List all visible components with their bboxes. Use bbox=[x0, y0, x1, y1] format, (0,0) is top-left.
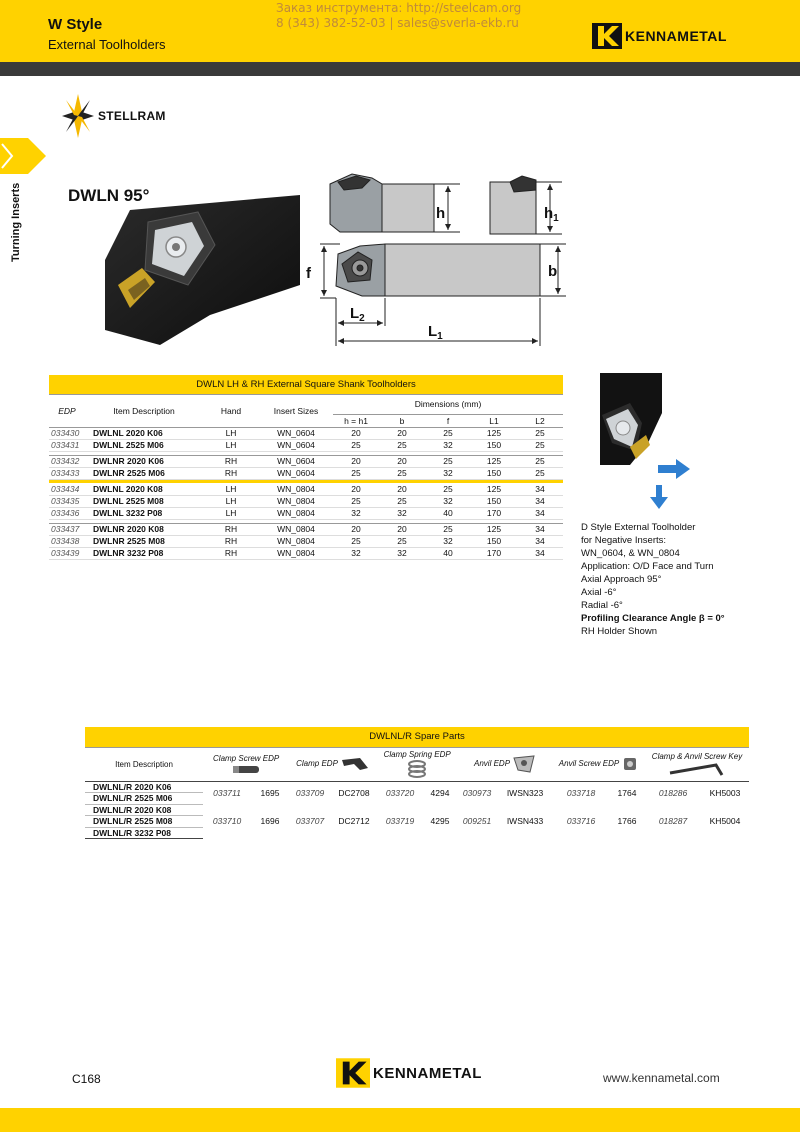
table-cell: 150 bbox=[471, 535, 517, 547]
table-cell: 34 bbox=[517, 535, 563, 547]
spare-cell: 033710 bbox=[212, 816, 242, 827]
info-profiling-angle: Profiling Clearance Angle β = 0° bbox=[581, 613, 725, 624]
spare-cell: IWSN323 bbox=[506, 787, 544, 798]
info-line: RH Holder Shown bbox=[581, 626, 658, 637]
table-cell: 32 bbox=[379, 507, 425, 519]
table-cell: 20 bbox=[333, 483, 379, 495]
table-cell: 125 bbox=[471, 427, 517, 439]
info-line: Application: O/D Face and Turn bbox=[581, 561, 714, 572]
table-cell: WN_0604 bbox=[259, 455, 333, 467]
table-cell: 32 bbox=[425, 439, 471, 451]
spare-item: DWLNL/R 2020 K08 bbox=[85, 804, 203, 816]
order-contact bbox=[276, 1, 521, 31]
table-cell: RH bbox=[203, 455, 259, 467]
table-cell: DWLNL 2020 K08 bbox=[85, 483, 203, 495]
spare-cell: IWSN433 bbox=[506, 816, 544, 827]
table-cell: LH bbox=[203, 483, 259, 495]
table-cell: 20 bbox=[333, 427, 379, 439]
table-cell: LH bbox=[203, 439, 259, 451]
table-row bbox=[49, 495, 563, 507]
toolholder-info bbox=[581, 521, 725, 638]
arrow-down-icon bbox=[650, 485, 668, 509]
spare-col-anvil-screw: Anvil Screw EDP bbox=[553, 747, 645, 781]
table-cell: DWLNR 2525 M06 bbox=[85, 467, 203, 479]
table-cell: 25 bbox=[379, 467, 425, 479]
spare-cell: KH5003 bbox=[709, 787, 741, 798]
clamp-screw-icon bbox=[231, 763, 261, 775]
spare-cell: 033719 bbox=[385, 816, 415, 827]
table-cell: WN_0604 bbox=[259, 427, 333, 439]
table-cell: 033432 bbox=[49, 455, 85, 467]
header-stripe bbox=[0, 62, 800, 76]
table-cell: 033435 bbox=[49, 495, 85, 507]
stellram-star-icon bbox=[60, 92, 96, 140]
spare-cell: 030973 bbox=[462, 787, 492, 798]
spare-cell: DC2708 bbox=[338, 787, 370, 798]
table-cell: 033431 bbox=[49, 439, 85, 451]
spare-cell: 4294 bbox=[430, 787, 450, 798]
table-cell: 150 bbox=[471, 467, 517, 479]
spare-col-clamp-spring: Clamp Spring EDP bbox=[377, 747, 457, 781]
table-cell: DWLNL 2525 M06 bbox=[85, 439, 203, 451]
dim-label-f: f bbox=[306, 265, 311, 282]
table-cell: WN_0804 bbox=[259, 535, 333, 547]
spare-item: DWLNL/R 2525 M08 bbox=[85, 816, 203, 828]
spare-parts-table bbox=[85, 727, 749, 839]
spare-cell: 1766 bbox=[617, 816, 637, 827]
table-cell: WN_0604 bbox=[259, 439, 333, 451]
kennametal-k-icon bbox=[336, 1058, 370, 1088]
col-header-dims: Dimensions (mm) bbox=[333, 394, 563, 414]
table-cell: 033437 bbox=[49, 523, 85, 535]
stellram-name: STELLRAM bbox=[98, 109, 166, 123]
table-cell: LH bbox=[203, 427, 259, 439]
dim-label-L1: $L_1$ bbox=[428, 323, 443, 342]
spare-cell: 033718 bbox=[566, 787, 596, 798]
table-cell: 40 bbox=[425, 507, 471, 519]
spare-cell: 033716 bbox=[566, 816, 596, 827]
table-cell: 34 bbox=[517, 483, 563, 495]
product-title: DWLN 95° bbox=[68, 186, 150, 205]
dim-label-L2: $L_2$ bbox=[350, 305, 365, 324]
table-cell: WN_0604 bbox=[259, 467, 333, 479]
hex-key-icon bbox=[668, 761, 726, 777]
toolholder-photo bbox=[100, 190, 300, 350]
table-cell: 25 bbox=[517, 455, 563, 467]
table-cell: 32 bbox=[425, 535, 471, 547]
spare-cell: KH5004 bbox=[709, 816, 741, 827]
spare-table-caption: DWLNL/R Spare Parts bbox=[85, 727, 749, 747]
brand-name: KENNAMETAL bbox=[625, 28, 727, 44]
spare-item: DWLNL/R 2525 M06 bbox=[85, 793, 203, 805]
table-row bbox=[49, 507, 563, 519]
spare-cell: 1696 bbox=[260, 816, 280, 827]
stellram-logo bbox=[60, 92, 166, 140]
toolholder-table-caption: DWLN LH & RH External Square Shank Toolholders bbox=[49, 375, 563, 394]
table-cell: 20 bbox=[333, 523, 379, 535]
dim-header: L1 bbox=[471, 414, 517, 427]
dim-label-h: h bbox=[436, 205, 446, 222]
footer-kennametal-logo bbox=[336, 1058, 482, 1088]
spare-item: DWLNL/R 2020 K06 bbox=[85, 781, 203, 793]
table-cell: 20 bbox=[379, 523, 425, 535]
spare-col-anvil: Anvil EDP bbox=[457, 747, 553, 781]
footer-brand-name: KENNAMETAL bbox=[373, 1064, 482, 1082]
spare-cell: DC2712 bbox=[338, 816, 370, 827]
table-cell: 150 bbox=[471, 439, 517, 451]
table-cell: DWLNR 2525 M08 bbox=[85, 535, 203, 547]
page-title: W Style bbox=[48, 16, 103, 33]
section-tab-arrow-icon bbox=[0, 138, 46, 174]
table-cell: 32 bbox=[379, 547, 425, 559]
order-phone-email[interactable]: 8 (343) 382-52-03 | sales@sverla-ekb.ru bbox=[276, 16, 519, 30]
table-cell: 033433 bbox=[49, 467, 85, 479]
table-cell: 25 bbox=[333, 495, 379, 507]
table-cell: 25 bbox=[333, 439, 379, 451]
dim-label-b: b bbox=[548, 263, 558, 280]
table-cell: 20 bbox=[379, 455, 425, 467]
spring-icon bbox=[406, 759, 428, 779]
table-cell: 32 bbox=[333, 547, 379, 559]
table-cell: WN_0804 bbox=[259, 547, 333, 559]
table-cell: WN_0804 bbox=[259, 495, 333, 507]
info-line: Axial Approach 95° bbox=[581, 574, 662, 585]
dim-label-h1: $h_1$ bbox=[544, 205, 559, 224]
table-cell: 25 bbox=[379, 535, 425, 547]
spare-cell: 033707 bbox=[295, 816, 325, 827]
table-cell: 32 bbox=[425, 495, 471, 507]
col-header-insert: Insert Sizes bbox=[259, 394, 333, 427]
table-cell: 033439 bbox=[49, 547, 85, 559]
footer-bar bbox=[0, 1108, 800, 1132]
spare-cell: 033711 bbox=[213, 787, 241, 798]
table-cell: 34 bbox=[517, 495, 563, 507]
spare-col-key: Clamp & Anvil Screw Key bbox=[645, 747, 749, 781]
dim-header: f bbox=[425, 414, 471, 427]
table-cell: 32 bbox=[425, 467, 471, 479]
spare-cell: 018287 bbox=[658, 816, 688, 827]
arrow-right-icon bbox=[658, 459, 690, 479]
toolholder-rh-photo bbox=[592, 373, 702, 513]
table-cell: DWLNL 2525 M08 bbox=[85, 495, 203, 507]
table-row bbox=[49, 547, 563, 559]
table-cell: 25 bbox=[333, 467, 379, 479]
table-cell: 25 bbox=[517, 439, 563, 451]
table-cell: 20 bbox=[379, 483, 425, 495]
table-cell: 20 bbox=[379, 427, 425, 439]
spare-cell: 1695 bbox=[260, 787, 280, 798]
table-cell: 34 bbox=[517, 523, 563, 535]
spare-cell: 033720 bbox=[385, 787, 415, 798]
info-line: WN_0604, & WN_0804 bbox=[581, 548, 680, 559]
info-line: Radial -6° bbox=[581, 600, 623, 611]
dim-header: b bbox=[379, 414, 425, 427]
table-cell: 033436 bbox=[49, 507, 85, 519]
table-row bbox=[49, 467, 563, 479]
page-number: C168 bbox=[72, 1072, 101, 1086]
page-subtitle: External Toolholders bbox=[48, 37, 166, 52]
table-cell: DWLNR 2020 K08 bbox=[85, 523, 203, 535]
table-cell: 25 bbox=[425, 427, 471, 439]
table-cell: RH bbox=[203, 523, 259, 535]
table-cell: 033430 bbox=[49, 427, 85, 439]
table-cell: 25 bbox=[379, 439, 425, 451]
table-cell: 25 bbox=[425, 455, 471, 467]
footer-url[interactable]: www.kennametal.com bbox=[603, 1071, 720, 1085]
table-cell: 170 bbox=[471, 547, 517, 559]
dim-header: h = h1 bbox=[333, 414, 379, 427]
toolholder-table bbox=[49, 375, 563, 560]
table-cell: 25 bbox=[425, 523, 471, 535]
kennametal-k-icon bbox=[592, 23, 622, 49]
kennametal-logo bbox=[592, 23, 727, 49]
table-cell: 25 bbox=[333, 535, 379, 547]
spare-cell: 1764 bbox=[617, 787, 637, 798]
table-cell: LH bbox=[203, 495, 259, 507]
table-row bbox=[49, 455, 563, 467]
col-header-hand: Hand bbox=[203, 394, 259, 427]
col-header-item: Item Description bbox=[85, 394, 203, 427]
spare-col-clamp: Clamp EDP bbox=[289, 747, 377, 781]
table-cell: 25 bbox=[517, 467, 563, 479]
spare-cell: 4295 bbox=[430, 816, 450, 827]
table-cell: 25 bbox=[517, 427, 563, 439]
info-line: for Negative Inserts: bbox=[581, 535, 667, 546]
col-header-edp: EDP bbox=[49, 394, 85, 427]
table-row bbox=[49, 535, 563, 547]
table-cell: WN_0804 bbox=[259, 523, 333, 535]
table-cell: 34 bbox=[517, 547, 563, 559]
anvil-screw-icon bbox=[621, 756, 639, 772]
table-cell: 25 bbox=[425, 483, 471, 495]
table-cell: 125 bbox=[471, 483, 517, 495]
table-cell: 033434 bbox=[49, 483, 85, 495]
table-cell: 170 bbox=[471, 507, 517, 519]
table-cell: RH bbox=[203, 535, 259, 547]
info-line: Axial -6° bbox=[581, 587, 617, 598]
table-cell: 125 bbox=[471, 523, 517, 535]
table-row bbox=[49, 427, 563, 439]
table-cell: 125 bbox=[471, 455, 517, 467]
table-cell: 32 bbox=[333, 507, 379, 519]
dimension-drawing bbox=[300, 168, 580, 352]
table-row bbox=[49, 439, 563, 451]
table-cell: WN_0804 bbox=[259, 507, 333, 519]
dim-header: L2 bbox=[517, 414, 563, 427]
table-cell: DWLNL 3232 P08 bbox=[85, 507, 203, 519]
table-row bbox=[49, 523, 563, 535]
table-cell: DWLNR 2020 K06 bbox=[85, 455, 203, 467]
spare-col-item: Item Description bbox=[85, 747, 203, 781]
table-cell: RH bbox=[203, 467, 259, 479]
table-cell: DWLNL 2020 K06 bbox=[85, 427, 203, 439]
table-cell: RH bbox=[203, 547, 259, 559]
anvil-icon bbox=[512, 754, 536, 774]
spare-cell: 009251 bbox=[462, 816, 492, 827]
table-cell: 033438 bbox=[49, 535, 85, 547]
table-cell: 25 bbox=[379, 495, 425, 507]
table-cell: 20 bbox=[333, 455, 379, 467]
spare-item: DWLNL/R 3232 P08 bbox=[85, 827, 203, 839]
table-cell: 34 bbox=[517, 507, 563, 519]
section-tab-label: Turning Inserts bbox=[10, 182, 22, 262]
spare-cell: 018286 bbox=[658, 787, 688, 798]
spare-cell: 033709 bbox=[295, 787, 325, 798]
spare-col-clamp-screw: Clamp Screw EDP bbox=[203, 747, 289, 781]
table-cell: LH bbox=[203, 507, 259, 519]
table-cell: 150 bbox=[471, 495, 517, 507]
clamp-icon bbox=[340, 756, 370, 772]
table-cell: WN_0804 bbox=[259, 483, 333, 495]
table-cell: 40 bbox=[425, 547, 471, 559]
info-line: D Style External Toolholder bbox=[581, 522, 696, 533]
table-cell: DWLNR 3232 P08 bbox=[85, 547, 203, 559]
order-url[interactable]: Заказ инструмента: http://steelcam.org bbox=[276, 1, 522, 15]
table-row bbox=[49, 483, 563, 495]
